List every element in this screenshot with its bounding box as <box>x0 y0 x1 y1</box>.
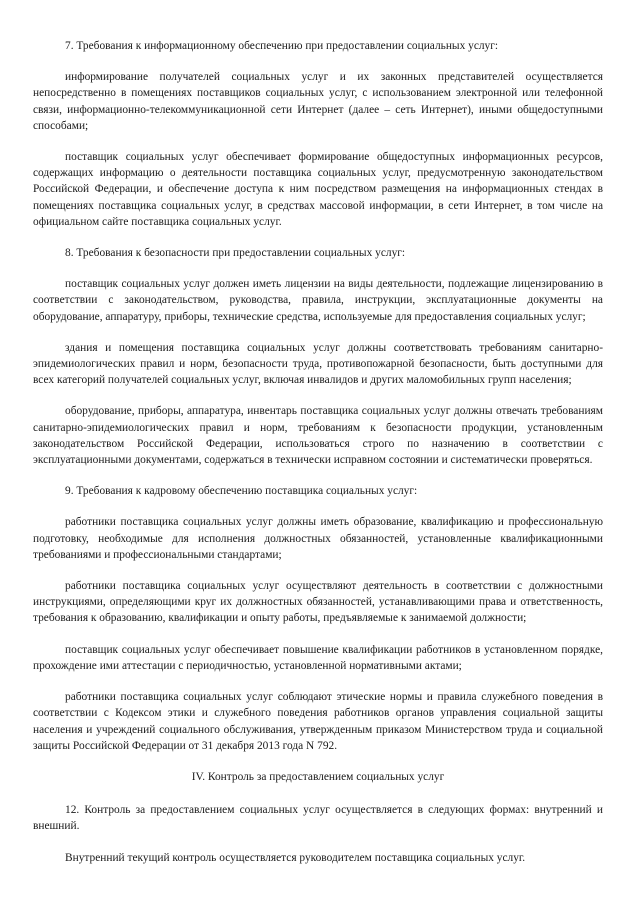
paragraph: информирование получателей социальных услуг и их законных представителей осуществляется непосредственно в помещениях поставщиков социальных услуг, с использованием электронной или телефонной связи, информационно-телекоммуникационной сети Интернет (далее – сеть Интернет), иными общедоступными способами; <box>33 71 603 132</box>
item-9-heading: 9. Требования к кадровому обеспечению поставщика социальных услуг: <box>65 485 418 498</box>
paragraph: здания и помещения поставщика социальных услуг должны соответствовать требованиям санитарно-эпидемиологических правил и норм, безопасности труда, противопожарной безопасности, быть доступными для всех категорий получателей социальных услуг, включая инвалидов и других маломобильных групп населения; <box>33 341 603 387</box>
document-body <box>33 38 603 881</box>
paragraph: 12. Контроль за предоставлением социальных услуг осуществляется в следующих формах: внутренний и внешний. <box>33 804 603 833</box>
paragraph: работники поставщика социальных услуг осуществляют деятельность в соответствии с должностными инструкциями, определяющими круг их должностных обязанностей, устанавливающими права и ответственность, требования к образованию, квалификации и опыту работы, предъявляемые к занимаемой должности; <box>33 580 603 625</box>
paragraph: поставщик социальных услуг должен иметь лицензии на виды деятельности, подлежащие лицензированию в соответствии с законодательством, руководства, правила, инструкции, эксплуатационные документы на оборудование, аппаратуру, приборы, технические средства, используемые для предоставления социальных услуг; <box>33 278 603 323</box>
paragraph: поставщик социальных услуг обеспечивает формирование общедоступных информационных ресурсов, содержащих информацию о деятельности поставщика социальных услуг, предусмотренную законодательством Российской Федерации, и обеспечение доступа к ним посредством размещения на информационных стендах в помещениях поставщика социальных услуг, в средствах массовой информации, в сети Интернет, в том числе на официальном сайте поставщика социальных услуг. <box>33 151 603 228</box>
paragraph: Внутренний текущий контроль осуществляется руководителем поставщика социальных услуг. <box>65 851 526 864</box>
paragraph: поставщик социальных услуг обеспечивает повышение квалификации работников в установленном порядке, прохождение ими аттестации с периодичностью, установленной нормативными актами; <box>33 643 603 672</box>
item-7-heading: 7. Требования к информационному обеспечению при предоставлении социальных услуг: <box>65 40 499 52</box>
paragraph: работники поставщика социальных услуг должны иметь образование, квалификацию и профессиональную подготовку, необходимые для исполнения должностных обязанностей, установленные квалификационными требованиями и профессиональными стандартами; <box>33 516 603 561</box>
paragraph: оборудование, приборы, аппаратура, инвентарь поставщика социальных услуг должны отвечать требованиям санитарно-эпидемиологических правил и норм, требованиям к безопасности продукции, установленным законодательством Российской Федерации, использоваться строго по назначению в соответствии с эксплуатационными документами, содержаться в технически исправном состоянии и систематически проверяться. <box>33 405 603 467</box>
paragraph: работники поставщика социальных услуг соблюдают этические нормы и правила служебного поведения в соответствии с Кодексом этики и служебного поведения работников органов управления социальной защиты населения и учреждений социального обслуживания, утвержденным приказом Министерством труда и социальной защиты Российской Федерации от 31 декабря 2013 года N 792. <box>33 691 603 752</box>
section-iv-heading: IV. Контроль за предоставлением социальных услуг <box>191 770 445 783</box>
item-8-heading: 8. Требования к безопасности при предоставлении социальных услуг: <box>65 247 406 260</box>
